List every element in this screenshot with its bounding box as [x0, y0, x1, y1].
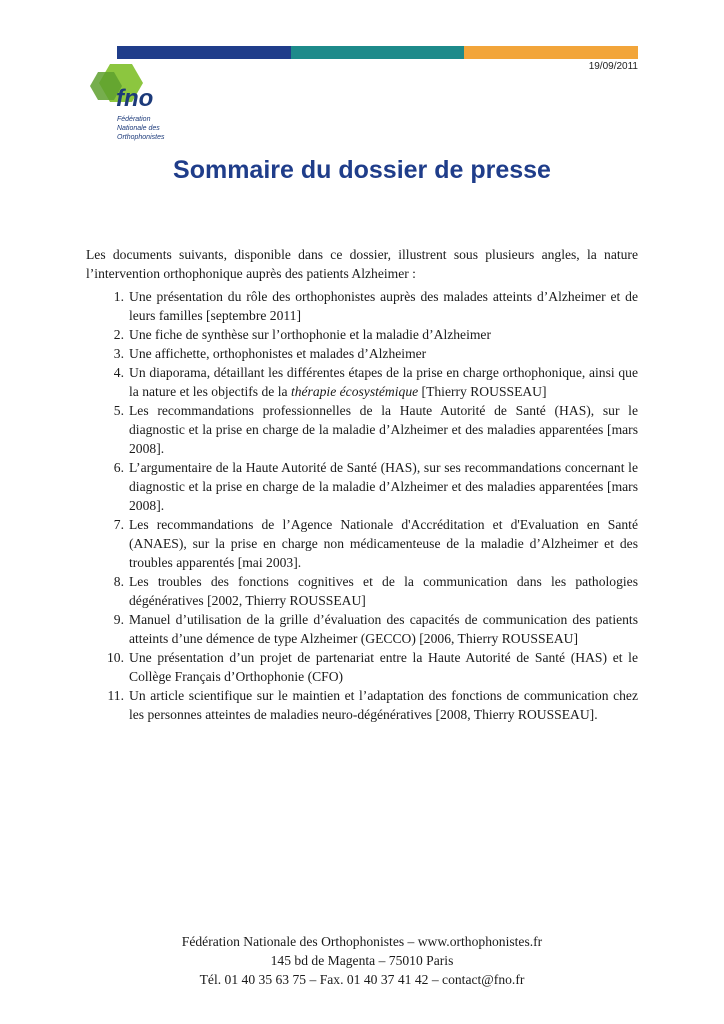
- list-item: [86, 686, 638, 724]
- list-item: [86, 515, 638, 572]
- list-number: 3.: [113, 346, 124, 361]
- list-text: Une présentation du rôle des orthophonistes auprès des malades atteints d’Alzheimer et de leurs familles [septembre 2011]: [129, 289, 638, 323]
- document-list: [86, 287, 638, 724]
- document-date: 19/09/2011: [588, 61, 638, 72]
- list-text: Les recommandations professionnelles de la Haute Autorité de Santé (HAS), sur le diagnostic et la prise en charge de la maladie d’Alzheimer et des maladies apparentées [mars 2008].: [129, 403, 638, 456]
- logo-tagline-line: Fédération: [117, 116, 151, 123]
- list-number: 8.: [113, 574, 124, 589]
- page-title: Sommaire du dossier de presse: [173, 156, 551, 184]
- list-item: [86, 648, 638, 686]
- list-item: [86, 287, 638, 325]
- list-text: Une fiche de synthèse sur l’orthophonie et la maladie d’Alzheimer: [129, 327, 491, 342]
- list-item: [86, 363, 638, 401]
- list-text: L’argumentaire de la Haute Autorité de Santé (HAS), sur ses recommandations concernant le diagnostic et la prise en charge de la maladie d’Alzheimer et des maladies apparentées [mars 2008].: [129, 460, 638, 513]
- list-item: [86, 344, 638, 363]
- header-color-bar: [117, 46, 638, 59]
- list-number: 1.: [113, 289, 124, 304]
- logo-tagline: [117, 115, 164, 142]
- list-text: [Thierry ROUSSEAU]: [418, 384, 547, 399]
- page-footer: [0, 932, 724, 989]
- list-number: 11.: [107, 688, 124, 703]
- header-bar-blue: [117, 46, 291, 59]
- footer-contact: Tél. 01 40 35 63 75 – Fax. 01 40 37 41 42 – contact@fno.fr: [199, 972, 525, 987]
- header-bar-teal: [291, 46, 465, 59]
- list-item: [86, 325, 638, 344]
- list-number: 9.: [113, 612, 124, 627]
- logo-tagline-line: Orthophonistes: [117, 134, 165, 141]
- list-text: Une présentation d’un projet de partenariat entre la Haute Autorité de Santé (HAS) et le Collège Français d’Orthophonie (CFO): [129, 650, 638, 684]
- list-text: Un article scientifique sur le maintien et l’adaptation des fonctions de communication chez les personnes atteintes de maladies neuro-dégénératives [2008, Thierry ROUSSEAU].: [129, 688, 638, 722]
- intro-paragraph: Les documents suivants, disponible dans ce dossier, illustrent sous plusieurs angles, la nature l’intervention orthophonique auprès des patients Alzheimer :: [86, 247, 638, 281]
- footer-address: 145 bd de Magenta – 75010 Paris: [270, 953, 454, 968]
- document-body: [86, 245, 638, 724]
- list-item: [86, 572, 638, 610]
- list-item: [86, 610, 638, 648]
- list-text: Les recommandations de l’Agence Nationale d'Accréditation et d'Evaluation en Santé (ANAES), sur la prise en charge non médicamenteuse de la maladie d’Alzheimer et des troubles apparentés [mai 2003].: [129, 517, 638, 570]
- list-number: 7.: [113, 517, 124, 532]
- list-text: Un diaporama, détaillant les différentes étapes de la prise en charge orthophonique, ainsi que la nature et les objectifs de la: [129, 365, 638, 399]
- footer-organization: Fédération Nationale des Orthophonistes – www.orthophonistes.fr: [181, 934, 543, 949]
- list-text: Les troubles des fonctions cognitives et de la communication dans les pathologies dégénératives [2002, Thierry ROUSSEAU]: [129, 574, 638, 608]
- logo-tagline-line: Nationale des: [117, 125, 160, 132]
- header-bar-orange: [464, 46, 638, 59]
- list-text-italic: thérapie écosystémique: [290, 384, 419, 399]
- list-number: 5.: [113, 403, 124, 418]
- list-number: 4.: [113, 365, 124, 380]
- list-item: [86, 458, 638, 515]
- list-number: 6.: [113, 460, 124, 475]
- list-number: 10.: [107, 650, 124, 665]
- list-text: Manuel d’utilisation de la grille d’évaluation des capacités de communication des patients atteints d’une démence de type Alzheimer (GECCO) [2006, Thierry ROUSSEAU]: [129, 612, 638, 646]
- list-text: Une affichette, orthophonistes et malades d’Alzheimer: [129, 346, 427, 361]
- logo-wordmark: fno: [116, 85, 154, 112]
- list-number: 2.: [113, 327, 124, 342]
- list-item: [86, 401, 638, 458]
